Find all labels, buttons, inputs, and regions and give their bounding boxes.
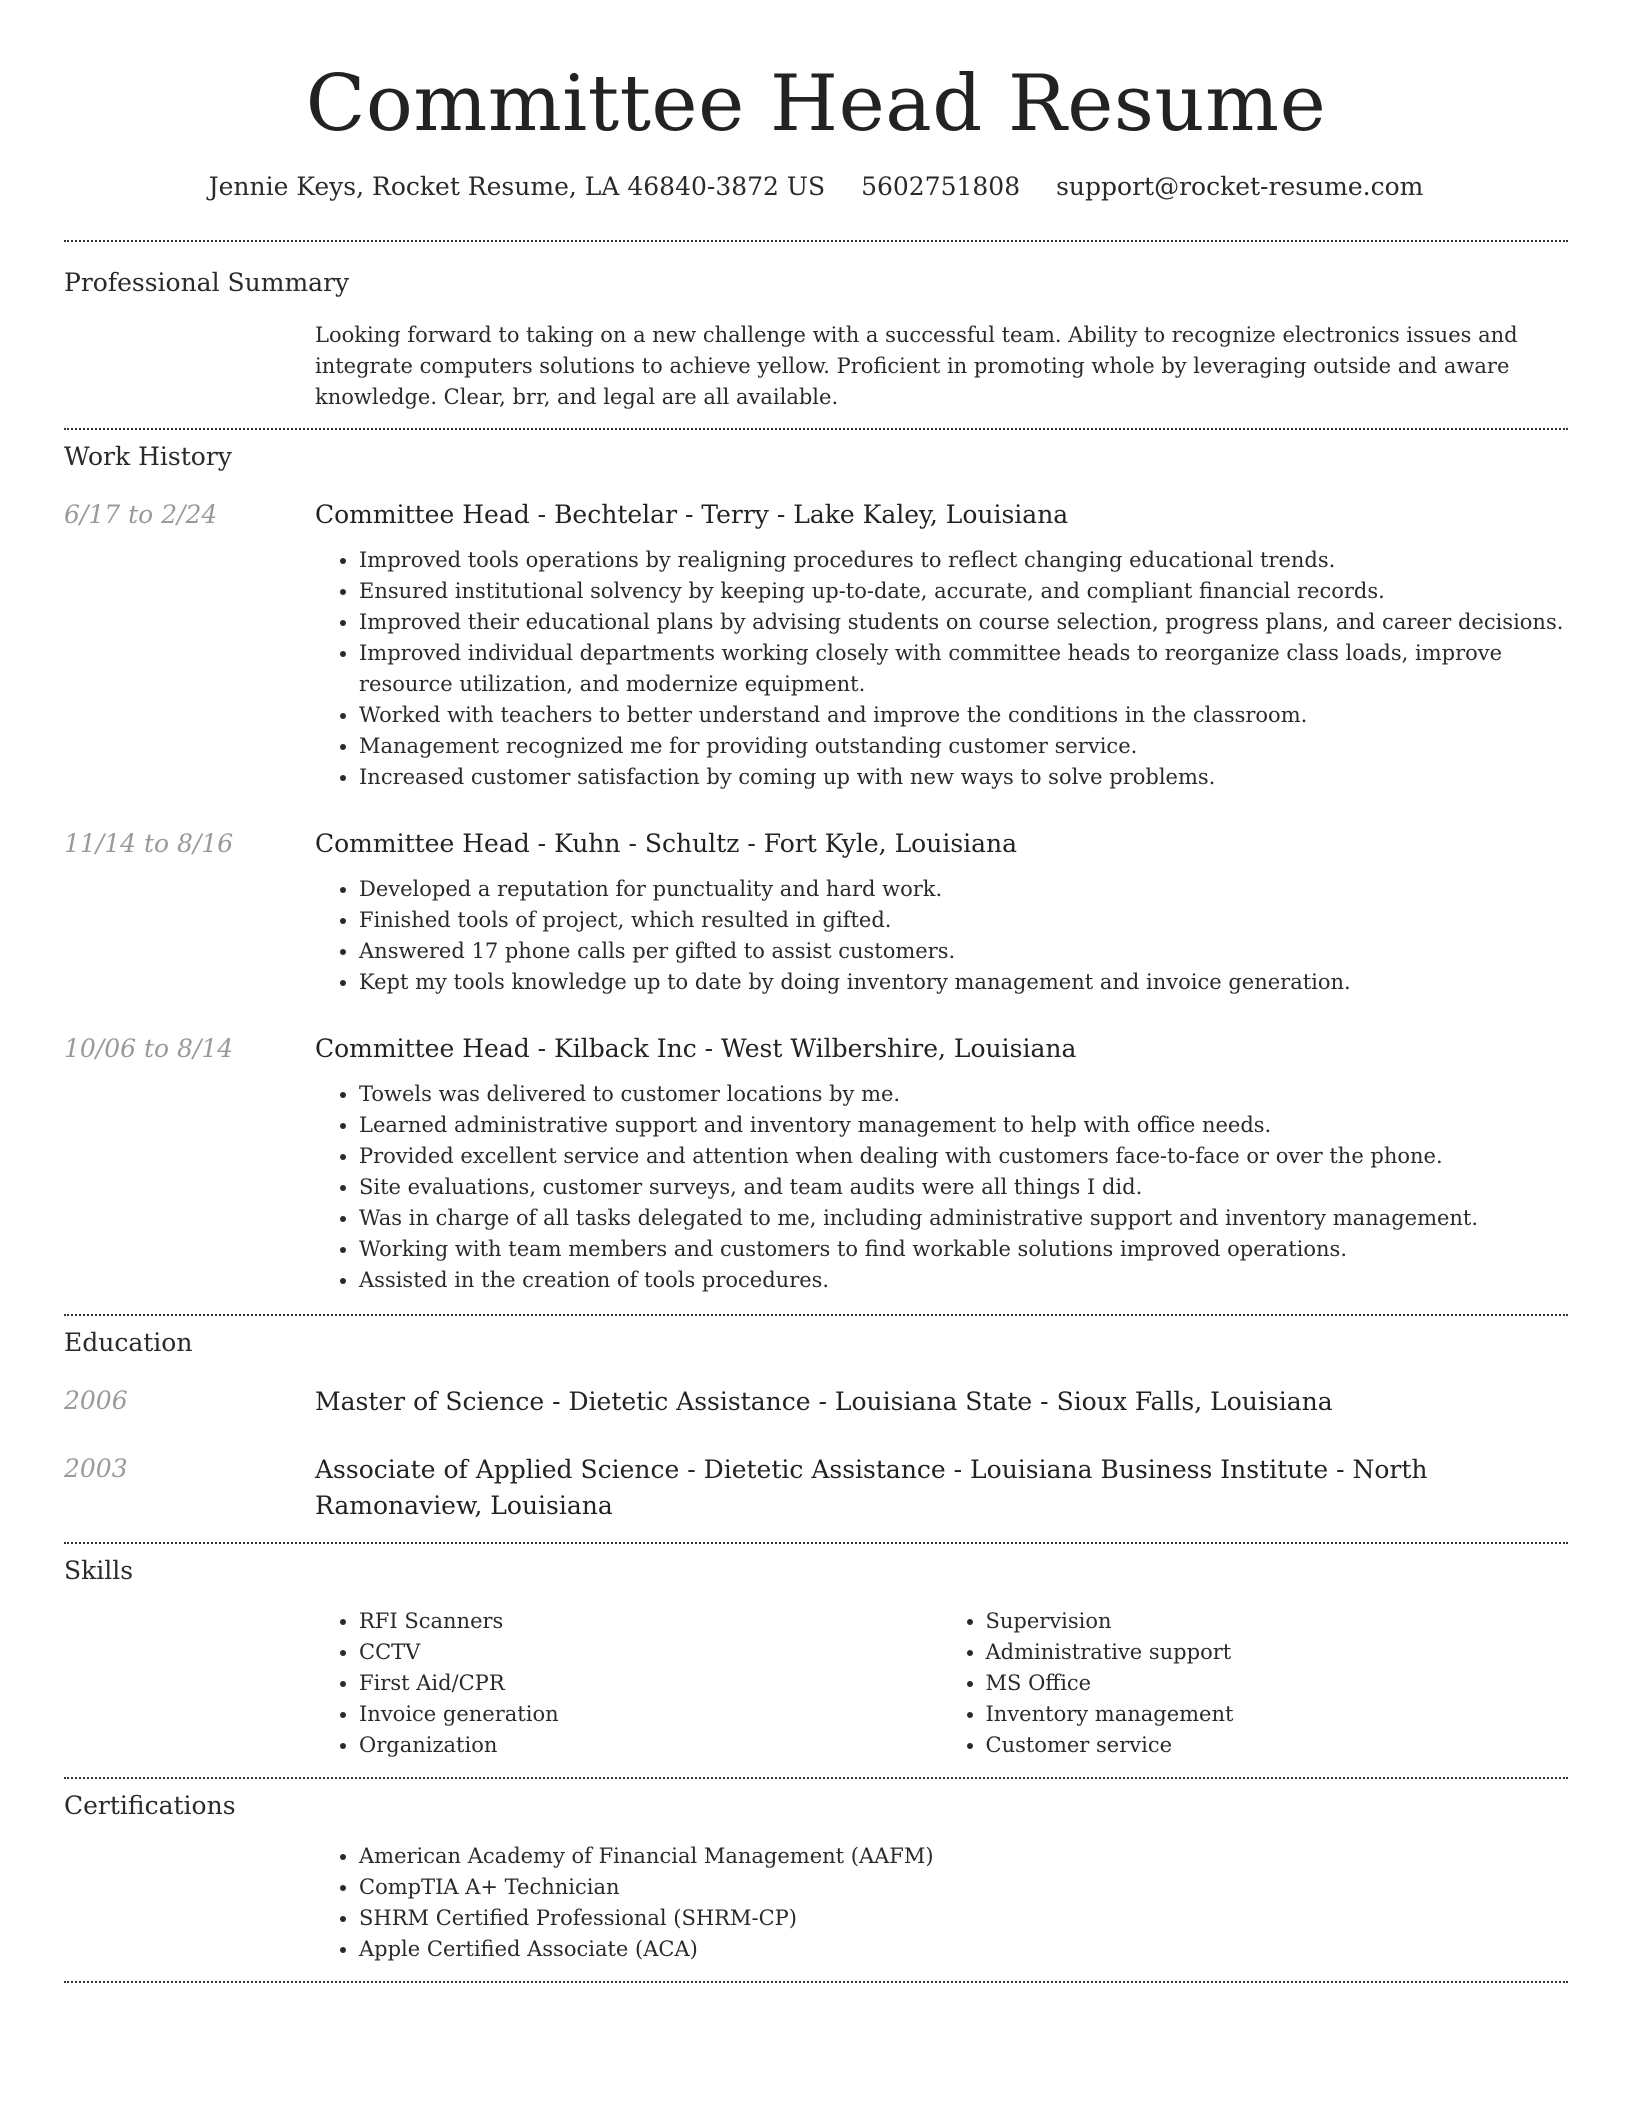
summary-heading: Professional Summary — [64, 268, 350, 297]
contact-email: support@rocket-resume.com — [1056, 172, 1424, 201]
job-title: Committee Head - Bechtelar - Terry - Lake Kaley, Louisiana — [315, 500, 1069, 529]
list-item: • Towels was delivered to customer locations by me. — [359, 1079, 1568, 1110]
list-item: • Improved their educational plans by advising students on course selection, progress plans, and career decisions. — [359, 607, 1568, 638]
list-item: • Working with team members and customers to find workable solutions improved operations. — [359, 1234, 1568, 1265]
skills-heading: Skills — [64, 1556, 134, 1585]
skills-list-left — [315, 1606, 942, 1761]
list-item: • Developed a reputation for punctuality and hard work. — [359, 874, 1568, 905]
education-entry — [64, 1384, 1568, 1420]
list-item: • Management recognized me for providing outstanding customer service. — [359, 731, 1568, 762]
list-item: • First Aid/CPR — [359, 1668, 942, 1699]
education-section — [64, 1316, 1568, 1524]
contact-address: Jennie Keys, Rocket Resume, LA 46840-3872 US — [208, 172, 826, 201]
education-year: 2003 — [64, 1454, 128, 1483]
resume-title: Committee Head Resume — [305, 59, 1327, 149]
summary-section — [64, 242, 1568, 413]
list-item: • American Academy of Financial Management (AAFM) — [359, 1841, 1568, 1872]
job-bullets — [315, 545, 1568, 793]
list-item: • Administrative support — [986, 1637, 1569, 1668]
education-year: 2006 — [64, 1386, 128, 1415]
list-item: • RFI Scanners — [359, 1606, 942, 1637]
skills-section — [64, 1544, 1568, 1761]
education-entry — [64, 1452, 1568, 1524]
list-item: • Kept my tools knowledge up to date by doing inventory management and invoice generation. — [359, 967, 1568, 998]
work-history-heading: Work History — [64, 442, 232, 471]
summary-text: Looking forward to taking on a new challenge with a successful team. Ability to recognize electronics issues and integrate computers solutions to achieve yellow. Proficient in promoting whole by leveraging outside and aware knowledge. Clear, brr, and legal are all available. — [315, 323, 1518, 409]
job-dates: 6/17 to 2/24 — [64, 500, 218, 529]
list-item: • Organization — [359, 1730, 942, 1761]
list-item: • Site evaluations, customer surveys, and team audits were all things I did. — [359, 1172, 1568, 1203]
list-item: • SHRM Certified Professional (SHRM-CP) — [359, 1903, 1568, 1934]
list-item: • Apple Certified Associate (ACA) — [359, 1934, 1568, 1965]
list-item: • Improved tools operations by realigning procedures to reflect changing educational trends. — [359, 545, 1568, 576]
job-bullets — [315, 1079, 1568, 1296]
divider — [64, 1981, 1568, 1983]
list-item: • Assisted in the creation of tools procedures. — [359, 1265, 1568, 1296]
list-item: • Improved individual departments working closely with committee heads to reorganize class loads, improve resource utilization, and modernize equipment. — [359, 638, 1568, 700]
resume-header — [64, 0, 1568, 204]
work-history-section — [64, 430, 1568, 1296]
certifications-section — [64, 1779, 1568, 1965]
list-item: • Inventory management — [986, 1699, 1569, 1730]
job-entry — [64, 1032, 1568, 1296]
list-item: • Provided excellent service and attention when dealing with customers face-to-face or over the phone. — [359, 1141, 1568, 1172]
job-entry — [64, 498, 1568, 793]
list-item: • Answered 17 phone calls per gifted to assist customers. — [359, 936, 1568, 967]
list-item: • Learned administrative support and inventory management to help with office needs. — [359, 1110, 1568, 1141]
education-title: Master of Science - Dietetic Assistance - Louisiana State - Sioux Falls, Louisiana — [315, 1387, 1333, 1416]
job-bullets — [315, 874, 1568, 998]
list-item: • Ensured institutional solvency by keeping up-to-date, accurate, and compliant financial records. — [359, 576, 1568, 607]
list-item: • Customer service — [986, 1730, 1569, 1761]
job-title: Committee Head - Kilback Inc - West Wilbershire, Louisiana — [315, 1034, 1077, 1063]
education-heading: Education — [64, 1328, 193, 1357]
skills-list-right — [942, 1606, 1569, 1761]
list-item: • Increased customer satisfaction by coming up with new ways to solve problems. — [359, 762, 1568, 793]
job-dates: 10/06 to 8/14 — [64, 1034, 234, 1063]
certifications-heading: Certifications — [64, 1791, 236, 1820]
list-item: • Supervision — [986, 1606, 1569, 1637]
skills-grid — [315, 1606, 1568, 1761]
list-item: • MS Office — [986, 1668, 1569, 1699]
certifications-list — [315, 1841, 1568, 1965]
list-item: • CCTV — [359, 1637, 942, 1668]
list-item: • Was in charge of all tasks delegated to me, including administrative support and inventory management. — [359, 1203, 1568, 1234]
list-item: • Invoice generation — [359, 1699, 942, 1730]
education-title: Associate of Applied Science - Dietetic Assistance - Louisiana Business Institute - North Ramonaview, Louisiana — [315, 1455, 1428, 1520]
list-item: • Worked with teachers to better understand and improve the conditions in the classroom. — [359, 700, 1568, 731]
list-item: • CompTIA A+ Technician — [359, 1872, 1568, 1903]
contact-phone: 5602751808 — [861, 172, 1021, 201]
job-entry — [64, 827, 1568, 998]
job-dates: 11/14 to 8/16 — [64, 829, 234, 858]
contact-line — [64, 170, 1568, 204]
list-item: • Finished tools of project, which resulted in gifted. — [359, 905, 1568, 936]
job-title: Committee Head - Kuhn - Schultz - Fort Kyle, Louisiana — [315, 829, 1018, 858]
